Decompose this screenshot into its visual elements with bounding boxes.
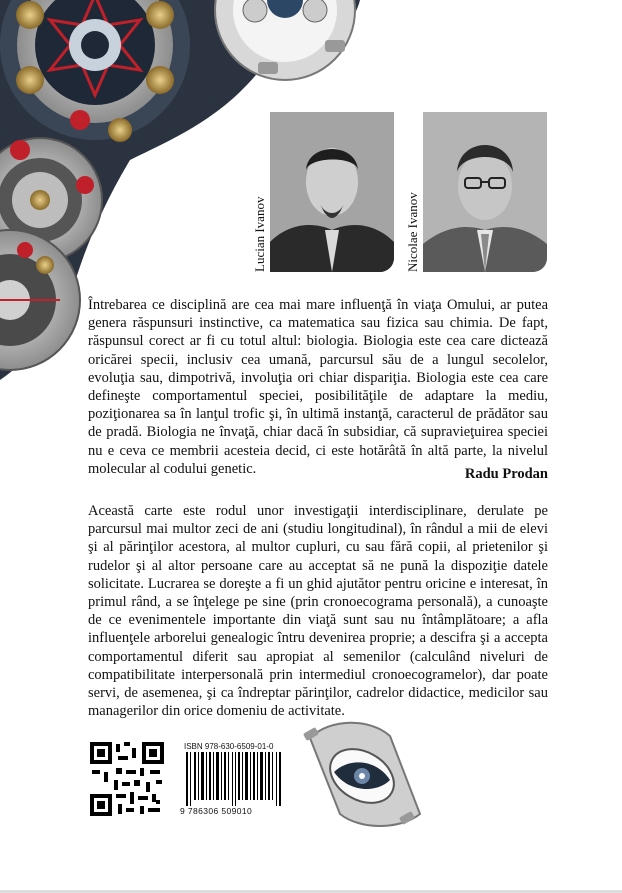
qr-code	[90, 742, 164, 816]
isbn-label: ISBN 978-630-6509-01-0	[184, 742, 274, 751]
watch-logo-icon	[300, 718, 424, 830]
author-photo-lucian	[270, 112, 394, 272]
book-description-paragraph: Această carte este rodul unor investigaţii interdisciplinare, derulate pe parcursul mai multor zeci de ani (studiu longitudinal), în rândul a mii de elevi şi al părinţilor acestora, al multor cupluri, cu sau fără copii, al prietenilor şi rudelor şi al altor persoane care au acceptat să ne pună la dispoziţie datele solicitate. Lucrarea se doreşte a fi un ghid ajutător pentru oricine e interesat, în primul rând, a se înţelege pe sine (prin cronoecograma personală), a cunoaşte de ce evenimentele importante din viaţă sunt sau nu întâmplătoare; a afla influenţele arborelui genealogic întru devenirea proprie; a descifra şi a accepta comportamentul diferit sau apropiat al semenilor (calculând niveluri de compatibilitate interpersonală prin intermediul cronoecogramelor), dar poate servi, de asemenea, şi ca îndreptar părinţilor, cadrelor didactice, medicilor sau managerilor din orice domeniu de activitate.	[88, 503, 548, 720]
author-photo-nicolae	[423, 112, 547, 272]
author-name-nicolae: Nicolae Ivanov	[405, 192, 420, 272]
foreword-signature: Radu Prodan	[464, 466, 548, 482]
isbn-digits: 9 786306 509010	[180, 806, 253, 816]
isbn-barcode	[180, 742, 290, 816]
barcode-bars	[186, 752, 286, 806]
author-name-lucian: Lucian Ivanov	[252, 196, 267, 272]
foreword-paragraph: Întrebarea ce disciplină are cea mai mare influenţă în viaţa Omului, ar putea genera răspunsuri instinctive, ca matematica sau fizica sau chimia. De fapt, răspunsul corect ar fi cu totul altul: biologia. Biologia este cea care dictează oricărei specii, inclusiv cea umană, parcursul său de a lungul secolelor, evoluţia sau, dimpotrivă, involuţia ori chiar dispariţia. Biologia este cea care defineşte comportamentul speciei, posibilităţile de adaptare la mediu, poziţionarea sa în lanţul trofic şi, în ultimă instanţă, caracterul de prădător sau de pradă. Biologia ne învaţă, chiar dacă în subsidiar, că supravieţuirea speciei nu e ceva ce membrii acesteia decid, ci este hotărâtă în altă parte, la nivelul molecular al codului genetic.	[88, 297, 548, 477]
